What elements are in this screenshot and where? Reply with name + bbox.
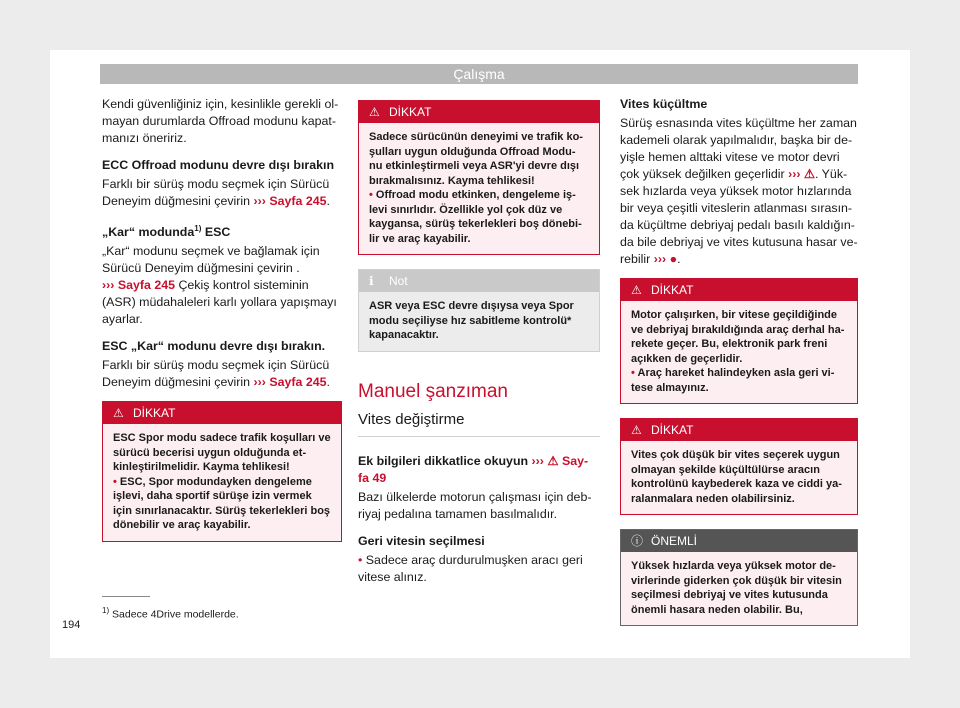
note-box (358, 269, 600, 352)
warning-bullet: • Araç hareket halindeyken asla geri vi- tese almayınız. (631, 367, 835, 394)
heading-reverse: Geri vitesin seçilmesi (358, 533, 485, 548)
warning-box (620, 278, 858, 404)
note-header: ℹ Not (359, 270, 599, 292)
paragraph: Bazı ülkelerde motorun çalışması için deb- riyaj pedalına tamamen basılmalıdır. (358, 489, 592, 521)
bullet-icon: • (358, 552, 363, 567)
warning-text: ESC Spor modu sadece trafik koşulları ve sürücü becerisi uygun olduğunda et- kinleştirilmelidir. Kayma tehlikesi! (113, 432, 331, 474)
important-box (620, 529, 858, 626)
warning-header: ⚠ DİKKAT (359, 101, 599, 123)
column-1 (102, 96, 342, 556)
paragraph: „Kar“ modunu seçmek ve bağlamak için Sürücü Deneyim düğmesini çevirin . ››› Sayfa 245 Çekiş kontrol sisteminin (ASR) müdahaleleri karlı yollara yapışmayı ayarlar. (102, 244, 337, 327)
note-text: ASR veya ESC devre dışıysa veya Spor modu seçiliyse hız sabitleme kontrolü* kapanacaktır. (369, 300, 574, 341)
column-3 (620, 96, 858, 626)
warning-box (102, 401, 342, 542)
intro-text: Kendi güvenliğiniz için, kesinlikle gerekli ol- mayan durumlarda Offroad modunu kapat- manızı öneririz. (102, 97, 339, 145)
page-link[interactable]: ››› ⚠ Say- fa 49 (358, 453, 589, 485)
info-circle-icon: ⓘ (631, 534, 644, 548)
warning-bullet: • ESC, Spor modundayken dengeleme işlevi, daha sportif sürüşe izin vermek için sınırlanacaktır. Sürüş tekerlekleri boş dönebilir ve araç kayabilir. (113, 475, 331, 532)
warning-text: Vites çok düşük bir vites seçerek uygun olmayan şekilde küçültülürse aracın kontrolünü kaybederek kaza ve ciddi ya- ralanmalara neden olabilirsiniz. (631, 449, 842, 505)
note-icon: ℹ (369, 274, 374, 288)
warning-box (620, 418, 858, 515)
important-circle-icon: ● (669, 252, 678, 266)
heading-snow-off: ESC „Kar“ modunu devre dışı bırakın. (102, 339, 326, 354)
warning-header: ⚠ DİKKAT (621, 419, 857, 441)
section-title: Manuel şanzıman (358, 380, 508, 402)
page-number: 194 (62, 619, 81, 631)
warning-car-icon: ⚠ (547, 453, 559, 468)
warning-box (358, 100, 600, 255)
warning-header: ⚠ DİKKAT (103, 402, 341, 424)
warning-triangle-icon: ⚠ (631, 283, 642, 297)
bullet-icon: • (631, 367, 635, 379)
heading-read-info: Ek bilgileri dikkatlice okuyun ››› ⚠ Say- fa 49 (358, 453, 589, 485)
footnote-divider (102, 596, 150, 597)
bullet-icon: • (113, 475, 117, 488)
bullet-item: • Sadece araç durdurulmuşken aracı geri vitese alınız. (358, 552, 583, 584)
column-2 (358, 96, 600, 596)
bullet-icon: • (369, 189, 373, 201)
heading-downshift: Vites küçültme (620, 97, 708, 111)
warning-link[interactable]: ››› ⚠ (788, 167, 815, 181)
warning-text: Motor çalışırken, bir vitese geçildiğinde ve debriyaj bırakıldığında araç derhal ha- rekete geçer. Bu, elektronik park freni açıkken de geçerlidir. (631, 309, 845, 365)
warning-text: Sadece sürücünün deneyimi ve trafik ko- şulları uygun olduğunda Offroad Modu- nu etkinleştirmeli veya ASR'yi devre dışı bırakmalısınız. Kayma tehlikesi! (369, 131, 583, 187)
footnote-ref: 1) (194, 224, 202, 233)
warning-triangle-icon: ⚠ (631, 423, 642, 437)
subsection-title: Vites değiştirme (358, 410, 600, 437)
paragraph: Sürüş esnasında vites küçültme her zaman kademeli olarak yapılmalıdır, başka bir de- yişle hemen alttaki vitese ve motor devri çok yüksek değilken geçerlidir ››› ⚠. Yük- sek hızlarda veya yüksek motor hızlarında bir veya çeşitli viteslerin atlanması sırasın- da küçültme debriyaj pedalı basılı kaldığın- da bile debriyaj ve vites kutusuna hasar ve- rebilir ››› ●. (620, 116, 858, 266)
important-header: ⓘ ÖNEMLİ (621, 530, 857, 552)
page-link[interactable]: ››› Sayfa 245 (102, 278, 176, 293)
paragraph: Farklı bir sürüş modu seçmek için Sürücü Deneyim düğmesini çevirin ››› Sayfa 245. (102, 177, 330, 208)
warning-triangle-icon: ⚠ (113, 406, 124, 421)
important-text: Yüksek hızlarda veya yüksek motor de- virlerinde giderken çok düşük bir vitesin seçilmesi debriyaj ve vites kutusunda önemli hasara neden olabilir. Bu, (631, 560, 842, 616)
page-link[interactable]: ››› Sayfa 245 (253, 194, 327, 208)
page-header: Çalışma (100, 64, 858, 84)
warning-triangle-icon: ⚠ (369, 105, 380, 119)
warning-bullet: • Offroad modu etkinken, dengeleme iş- levi sınırlıdır. Özellikle yol çok düz ve kaygansa, sürüş tekerlekleri boş dönebi- lir ve araç kayabilir. (369, 189, 582, 245)
paragraph: Farklı bir sürüş modu seçmek için Sürücü Deneyim düğmesini çevirin ››› Sayfa 245. (102, 358, 330, 390)
warning-triangle-icon: ⚠ (803, 167, 815, 181)
warning-header: ⚠ DİKKAT (621, 279, 857, 301)
heading-offroad-off: ECC Offroad modunu devre dışı bırakın (102, 158, 335, 172)
heading-snow-mode: „Kar“ modunda$^{1)}$ ESC (102, 224, 231, 240)
page-link[interactable]: ››› Sayfa 245 (253, 375, 327, 390)
footnote: $^{1)}$ Sadece 4Drive modellerde. (102, 606, 239, 621)
important-link[interactable]: ››› ● (653, 252, 678, 266)
